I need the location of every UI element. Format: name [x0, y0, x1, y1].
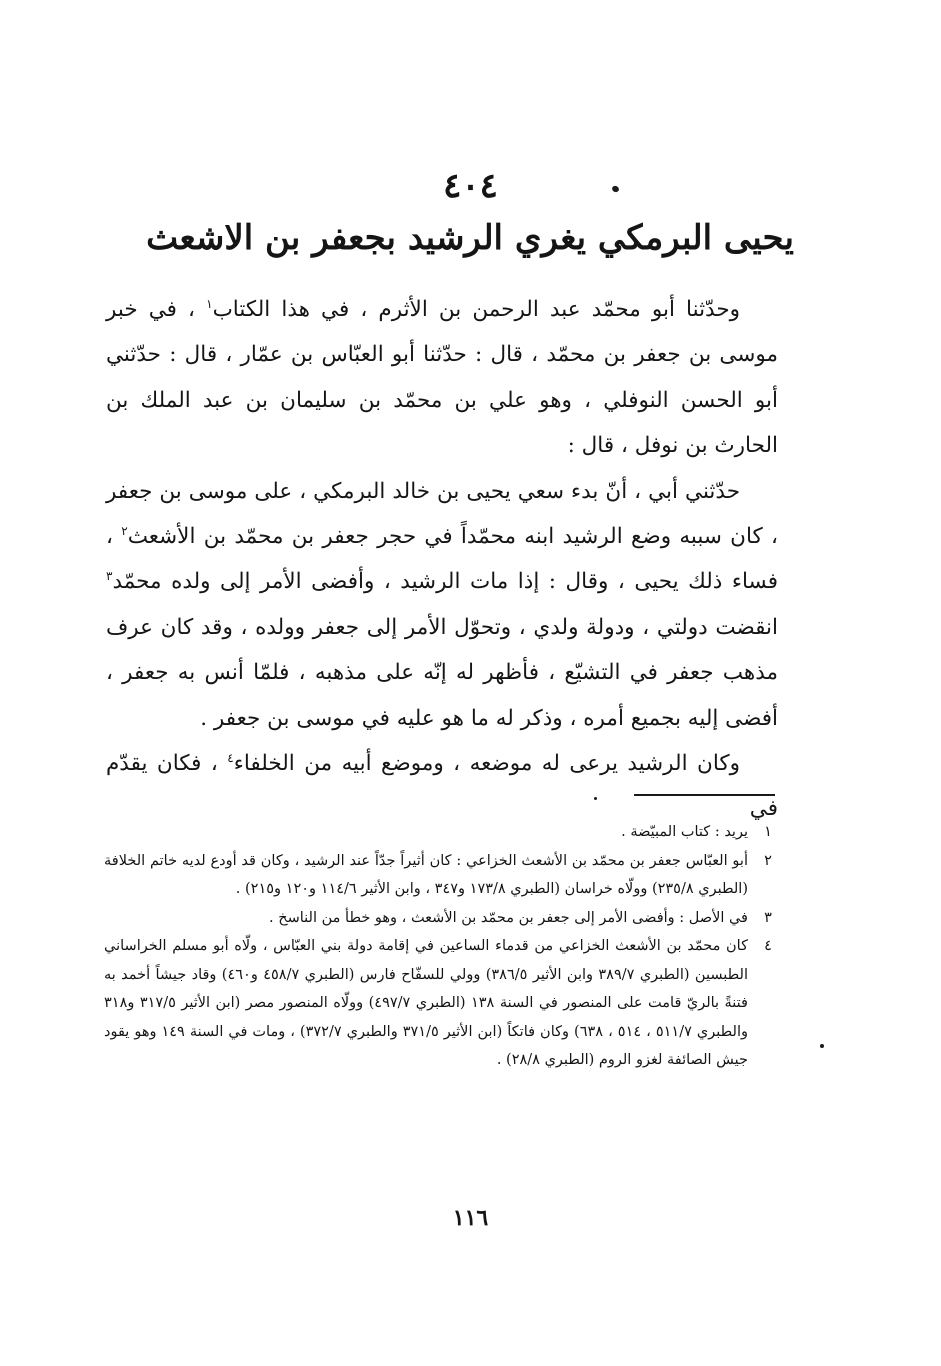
footnote-ref: ٢: [121, 523, 128, 538]
paragraph-text: ، فكان يقدّم في: [106, 751, 778, 822]
footnote-ref: ٣: [106, 569, 113, 584]
paragraph-text: حدّثني أبي ، أنّ بدء سعي يحيى بن خالد البرمكي ، على موسى بن جعفر ، كان سببه وضع الرشيد ابنه محمّداً في حجر جعفر بن محمّد بن الأشعث: [106, 478, 778, 550]
paragraph-text: انقضت دولتي ، ودولة ولدي ، وتحوّل الأمر إلى جعفر وولده ، وقد كان عرف مذهب جعفر في التشيّع ، فأظهر له إنّه على مذهبه ، فلمّا أنس به جعفر ، أفضى إليه بجميع أمره ، وذكر له ما هو عليه في موسى بن جعفر .: [106, 614, 778, 731]
ink-speck: [820, 1044, 824, 1048]
footnote-number: ٤: [764, 938, 772, 954]
footnote-ref: ٤: [227, 750, 234, 765]
footnotes: [104, 818, 782, 1075]
footnote-text: يريد : كتاب المبيّضة .: [621, 824, 748, 840]
footnote-number: ٣: [764, 909, 772, 926]
footnote-3: [104, 904, 782, 933]
paragraph-text: وحدّثنا أبو محمّد عبد الرحمن بن الأثرم ، في هذا الكتاب: [212, 297, 741, 322]
footnote-4: [104, 932, 782, 1075]
footnote-number: ١: [764, 824, 772, 840]
paragraph-text: ، في خبر موسى بن جعفر بن محمّد ، قال : حدّثنا أبو العبّاس بن عمّار ، قال : حدّثني أبو الحسن النوفلي ، وهو علي بن محمّد بن سليمان بن عبد الملك بن الحارث بن نوفل ، قال :: [106, 297, 778, 459]
paragraph-text: ، فساء ذلك يحيى ، وقال : إذا مات الرشيد ، وأفضى الأمر إلى ولده محمّد: [106, 524, 778, 595]
paragraph-text: وكان الرشيد يرعى له موضعه ، وموضع أبيه من الخلفاء: [233, 751, 740, 777]
footnote-ref: ١: [206, 296, 213, 311]
chapter-title: يحيى البرمكي يغري الرشيد بجعفر بن الاشعث: [146, 218, 794, 258]
footnote-text: كان محمّد بن الأشعث الخزاعي من قدماء الساعين في إقامة دولة بني العبّاس ، ولّاه أبو مسلم الخراساني الطبسين (الطبري ٣٨٩/٧ وابن الأثير ٣٨٦/٥) وولي للسفّاح فارس (الطبري ٤٥٨/٧ و٤٦٠) وقاد جيشاً أخمد به فتنةً بالريّ قامت على المنصور في السنة ١٣٨ (الطبري ٤٩٧/٧) وولّاه المنصور مصر (ابن الأثير ٣١٧/٥ و٣١٨ والطبري ٥١١/٧ ، ٥١٤ ، ٦٣٨) وكان فاتكاً (ابن الأثير ٣٧١/٥ والطبري ٣٧٢/٧) ، ومات في السنة ١٤٩ وهو يقود جيش الصائفة لغزو الروم (الطبري ٢٨/٨) .: [104, 938, 748, 1068]
section-number: ٤٠٤: [443, 166, 498, 206]
footnote-text: في الأصل : وأفضى الأمر إلى جعفر بن محمّد بن الأشعث ، وهو خطأ من الناسخ .: [269, 909, 748, 926]
footnote-2: [104, 847, 782, 904]
paragraph-2: [106, 469, 778, 741]
footnote-divider: [634, 794, 775, 796]
paragraph-1: [106, 287, 778, 469]
footnote-number: ٢: [764, 852, 772, 869]
footnote-text: أبو العبّاس جعفر بن محمّد بن الأشعث الخزاعي : كان أثيراً جدّاً عند الرشيد ، وكان قد أودع لديه خاتم الخلافة (الطبري ٢٣٥/٨) وولّاه خراسان (الطبري ١٧٣/٨ و٣٤٧ ، وابن الأثير ١١٤/٦ و١٢٠ و٢١٥) .: [104, 852, 748, 897]
footnote-1: [104, 818, 782, 847]
page-number: ١١٦: [452, 1205, 489, 1231]
main-text: [106, 287, 778, 832]
